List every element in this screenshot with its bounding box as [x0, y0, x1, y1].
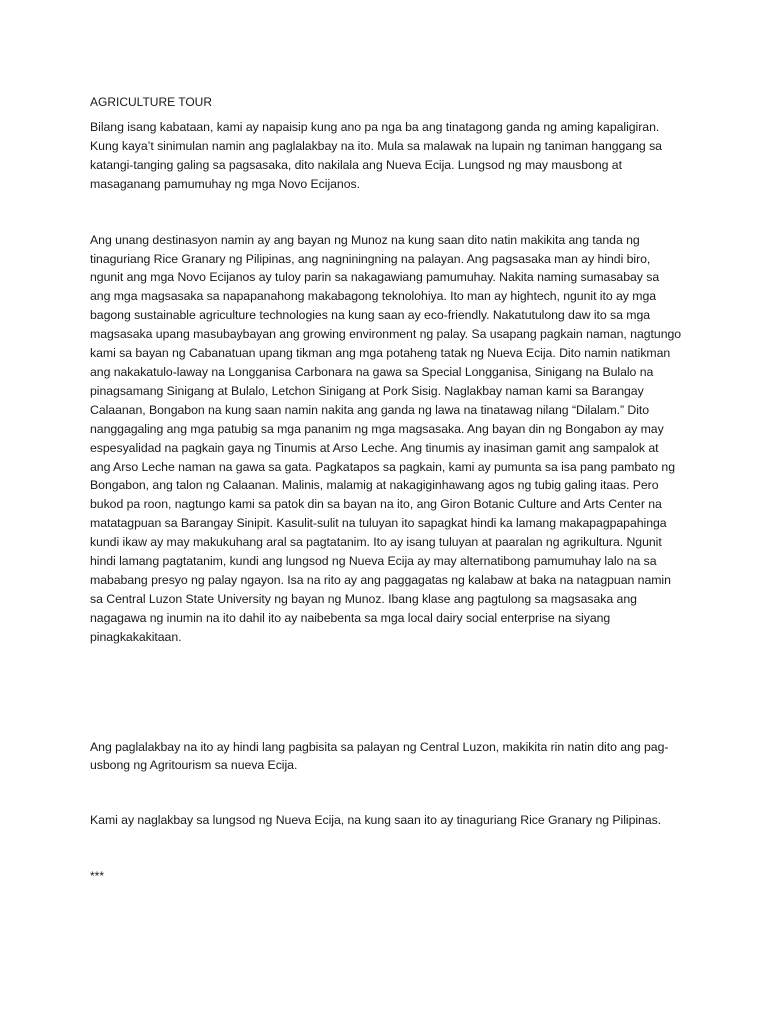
document-title: AGRICULTURE TOUR — [90, 95, 213, 109]
spacer — [90, 194, 682, 231]
spacer — [90, 647, 682, 738]
section-separator: *** — [90, 869, 105, 884]
paragraph-main: Ang unang destinasyon namin ay ang bayan ng Munoz na kung saan dito natin makikita ang tanda ng tinaguriang Rice Granary ng Pilipinas, ang nagniningning na palayan. Ang pagsasaka man ay hindi biro, ngunit ang mga Novo Ecijanos ay tuloy parin sa nakagawiang pamumuhay. Nakita naming sumasabay sa ang mga magsasaka sa napapanahong makabagong teknolohiya. Ito man ay hightech, ngunit ito ay mga bagong sustainable agriculture technologies na kung saan ay eco-friendly. Nakatutulong daw ito sa mga magsasaka upang masubaybayan ang growing environment ng palay. Sa usapang pagkain naman, nagtungo kami sa bayan ng Cabanatuan upang tikman ang mga potaheng tatak ng Nueva Ecija. Dito namin natikman ang nakakatulo-laway na Longganisa Carbonara na gawa sa Special Longganisa, Sinigang na Bulalo na pinagsamang Sinigang at Bulalo, Letchon Sinigang at Pork Sisig. Naglakbay naman kami sa Barangay Calaanan, Bongabon na kung saan namin nakita ang ganda ng lawa na tinatawag nilang “Dilalam.” Dito nanggagaling ang mga patubig sa mga pananim ng mga magsasaka. Ang bayan din ng Bongabon ay may espesyalidad na pagkain gaya ng Tinumis at Arso Leche. Ang tinumis ay inasiman gamit ang sampalok at ang Arso Leche naman na gawa sa gata. Pagkatapos sa pagkain, kami ay pumunta sa isa pang pambato ng Bongabon, ang talon ng Calaanan. Malinis, malamig at nakagiginhawang agos ng tubig galing itaas. Pero bukod pa roon, nagtungo kami sa patok din sa bayan na ito, ang Giron Botanic Culture and Arts Center na matatagpuan sa Barangay Sinipit. Kasulit-sulit na tuluyan ito sapagkat hindi ka lamang makapagpapahinga kundi ikaw ay may makukuhang aral sa pagtatanim. Ito ay isang tuluyan at paaralan ng agrikultura. Ngunit hindi lamang pagtatanim, kundi ang lungsod ng Nueva Ecija ay may alternatibong pamumuhay lalo na sa mababang presyo ng palay ngayon. Isa na rito ay ang paggagatas ng kalabaw at baka na natagpuan namin sa Central Luzon State University ng bayan ng Munoz. Ibang klase ang pagtulong sa magsasaka ang nagagawa ng inumin na ito dahil ito ay naibebenta sa mga local dairy social enterprise na siyang pinagkakakitaan. — [90, 232, 682, 644]
spacer — [90, 830, 682, 867]
paragraph-intro: Bilang isang kabataan, kami ay napaisip kung ano pa nga ba ang tinatagong ganda ng aming kapaligiran. Kung kaya’t sinimulan namin ang paglalakbay na ito. Mula sa malawak na lupain ng taniman hanggang sa katangi-tanging galing sa pagsasaka, dito nakilala ang Nueva Ecija. Lungsod ng may mausbong at masaganang pamumuhay ng mga Novo Ecijanos. — [90, 120, 662, 191]
document-body — [90, 93, 682, 885]
paragraph-agritourism: Ang paglalakbay na ito ay hindi lang pagbisita sa palayan ng Central Luzon, makikita rin natin dito ang pag-usbong ng Agritourism sa nueva Ecija. — [90, 739, 669, 773]
paragraph-conclusion: Kami ay naglakbay sa lungsod ng Nueva Ecija, na kung saan ito ay tinaguriang Rice Granary ng Pilipinas. — [90, 813, 662, 828]
spacer — [90, 775, 682, 811]
